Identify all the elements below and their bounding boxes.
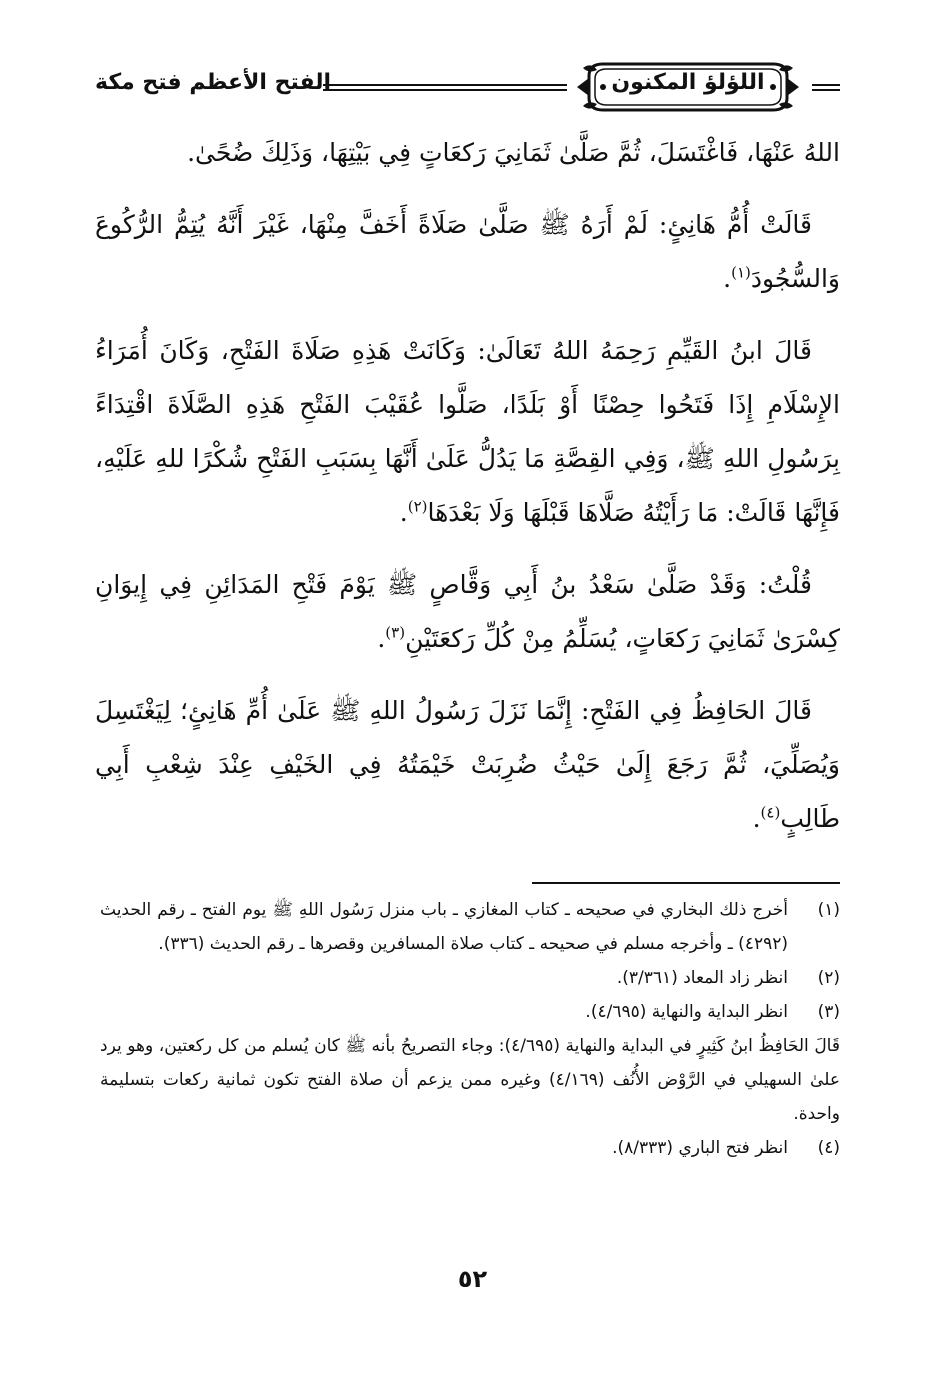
header-rule-right	[812, 84, 840, 91]
book-title-badge	[573, 56, 803, 118]
footnote-text: انظر زاد المعاد (٣/٣٦١).	[616, 968, 788, 988]
footnote-item	[100, 995, 840, 1029]
footnote-text: انظر فتح الباري (٨/٣٣٣).	[612, 1138, 788, 1158]
footnote-ref[interactable]: (٤)	[760, 803, 781, 822]
header-rule-middle	[323, 84, 567, 91]
footnote-text: أخرج ذلك البخاري في صحيحه ـ كتاب المغازي ـ باب منزل رَسُول اللهِ ﷺ يوم الفتح ـ رقم الحديث (٤٢٩٢) ـ وأخرجه مسلم في صحيحه ـ كتاب صلاة المسافرين وقصرها ـ رقم الحديث (٣٣٦).	[100, 900, 788, 954]
footnote-ref[interactable]: (٣)	[385, 623, 406, 642]
footnote-ref[interactable]: (١)	[731, 263, 751, 282]
footnote-divider	[532, 882, 840, 884]
paragraph: اللهُ عَنْهَا، فَاغْتَسَلَ، ثُمَّ صَلَّىٰ ثَمَانِيَ رَكعَاتٍ فِي بَيْتِهَا، وَذَلِكَ ضُحًىٰ.	[187, 138, 840, 167]
footnote-number: (٢)	[817, 968, 840, 988]
footnotes	[100, 893, 840, 1165]
footnote-text: انظر البداية والنهاية (٤/٦٩٥).	[585, 1002, 788, 1022]
chapter-title: الفتح الأعظم فتح مكة	[95, 70, 332, 95]
footnote-item	[100, 1131, 840, 1165]
paragraph: قَالَ ابنُ القَيِّمِ رَحِمَهُ اللهُ تَعَالَىٰ: وَكَانَتْ هَذِهِ صَلَاةَ الفَتْحِ، وَكَانَ أُمَرَاءُ الإِسْلَامِ إِذَا فَتَحُوا حِصْنًا أَوْ بَلَدًا، صَلَّوا عُقَيْبَ الفَتْحِ هَذِهِ الصَّلَاةَ اقْتِدَاءً بِرَسُولِ اللهِ ﷺ، وَفِي القِصَّةِ مَا يَدُلُّ عَلَىٰ أَنَّهَا بِسَبَبِ الفَتْحِ شُكْرًا للهِ عَلَيْهِ، فَإِنَّهَا قَالَتْ: مَا رَأَيْتُهُ صَلَّاهَا قَبْلَهَا وَلَا بَعْدَهَا$^{(٢)}$.	[95, 336, 840, 527]
footnote-number: (١)	[817, 900, 840, 920]
footnote-number: (٣)	[817, 1002, 840, 1022]
footnote-commentary: قَالَ الحَافِظُ ابنُ كَثِيرٍ في البداية والنهاية (٤/٦٩٥): وجاء التصريحُ بأنه ﷺ كان يُسلم من كل ركعتين، وهو يرد علىٰ السهيلي في الرَّوْض الأُنُف (٤/١٦٩) وغيره ممن يزعم أن صلاة الفتح تكون ثمانية ركعات بتسليمة واحدة.	[100, 1036, 840, 1124]
paragraph: قُلْتُ: وَقَدْ صَلَّىٰ سَعْدُ بنُ أَبِي وَقَّاصٍ ﷺ يَوْمَ فَتْحِ المَدَائِنِ فِي إِيوَانِ كِسْرَىٰ ثَمَانِيَ رَكعَاتٍ، يُسَلِّمُ مِنْ كُلِّ رَكعَتَيْنِ$^{(٣)}$.	[95, 570, 840, 653]
footnote-number: (٤)	[817, 1138, 840, 1158]
book-title: اللؤلؤ المكنون	[611, 70, 765, 95]
footnote-ref[interactable]: (٢)	[407, 497, 428, 516]
page-header	[95, 56, 840, 118]
footnote-item	[100, 893, 840, 961]
main-text	[95, 126, 840, 864]
paragraph: قَالَتْ أُمُّ هَانِئٍ: لَمْ أَرَهُ ﷺ صَلَّىٰ صَلَاةً أَخَفَّ مِنْهَا، غَيْرَ أَنَّهُ يُتِمُّ الرُّكُوعَ وَالسُّجُودَ$^{(١)}$.	[95, 210, 840, 293]
page-number: ٥٢	[457, 1265, 488, 1293]
footnote-item	[100, 961, 840, 995]
paragraph: قَالَ الحَافِظُ فِي الفَتْحِ: إِنَّمَا نَزَلَ رَسُولُ اللهِ ﷺ عَلَىٰ أُمِّ هَانِئٍ؛ لِيَغْتَسِلَ وَيُصَلِّيَ، ثُمَّ رَجَعَ إِلَىٰ حَيْثُ ضُرِبَتْ خَيْمَتُهُ فِي الخَيْفِ عِنْدَ شِعْبِ أَبِي طَالِبٍ$^{(٤)}$.	[95, 696, 840, 833]
